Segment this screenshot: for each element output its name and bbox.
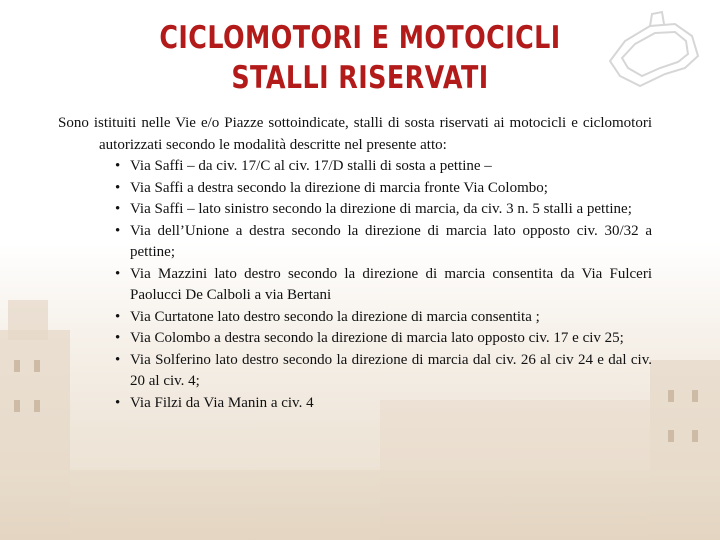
bullet-icon: • [115,222,121,239]
list-item-text: Via Saffi a destra secondo la direzione di marcia fronte Via Colombo; [130,179,548,196]
list-item [58,328,652,350]
list-item [58,393,652,415]
list-item [58,264,652,307]
bullet-icon: • [115,351,121,368]
list-item [58,199,652,221]
list-item-text: Via Curtatone lato destro secondo la direzione di marcia consentita ; [130,308,540,325]
bullet-icon: • [115,158,121,174]
bullet-icon: • [115,394,121,411]
list-item [58,350,652,393]
street-list [58,156,652,414]
title-line-2: STALLI RISERVATI [231,60,489,96]
background-window [34,360,40,372]
list-item [58,221,652,264]
list-item-text: Via dell’Unione a destra secondo la direzione di marcia lato opposto civ. 30/32 a pettine; [130,222,652,260]
title-line-1: CICLOMOTORI E MOTOCICLI [159,20,561,56]
background-window [668,390,674,402]
list-item [58,156,652,178]
list-item-text: Via Colombo a destra secondo la direzione di marcia lato opposto civ. 17 e civ 25; [130,330,624,346]
city-crest-icon [580,6,710,101]
list-item-text: Via Filzi da Via Manin a civ. 4 [130,394,314,411]
background-window [668,430,674,442]
list-item-text: Via Saffi – da civ. 17/C al civ. 17/D stalli di sosta a pettine – [130,158,492,174]
background-window [34,400,40,412]
background-window [692,430,698,442]
list-item [58,178,652,200]
bullet-icon: • [115,179,121,196]
background-window [14,360,20,372]
bullet-icon: • [115,308,121,325]
page-title [147,18,573,98]
list-item-text: Via Mazzini lato destro secondo la direzione di marcia consentita da Via Fulceri Paolucci De Calboli a via Bertani [130,265,652,303]
background-tower-left [8,300,48,340]
list-item [58,307,652,329]
background-window [692,390,698,402]
list-item-text: Via Solferino lato destro secondo la direzione di marcia dal civ. 26 al civ 24 e dal civ. 20 al civ. 4; [130,351,652,389]
intro-paragraph: Sono istituiti nelle Vie e/o Piazze sottoindicate, stalli di sosta riservati ai motocicli e ciclomotori autorizzati secondo le modalità descritte nel presente atto: [58,115,652,153]
bullet-icon: • [115,265,121,282]
bullet-icon: • [115,201,121,217]
background-window [14,400,20,412]
bullet-icon: • [115,330,121,346]
list-item-text: Via Saffi – lato sinistro secondo la direzione di marcia, da civ. 3 n. 5 stalli a pettine; [130,201,632,217]
document-body [58,113,652,414]
background-piazza [0,470,720,540]
